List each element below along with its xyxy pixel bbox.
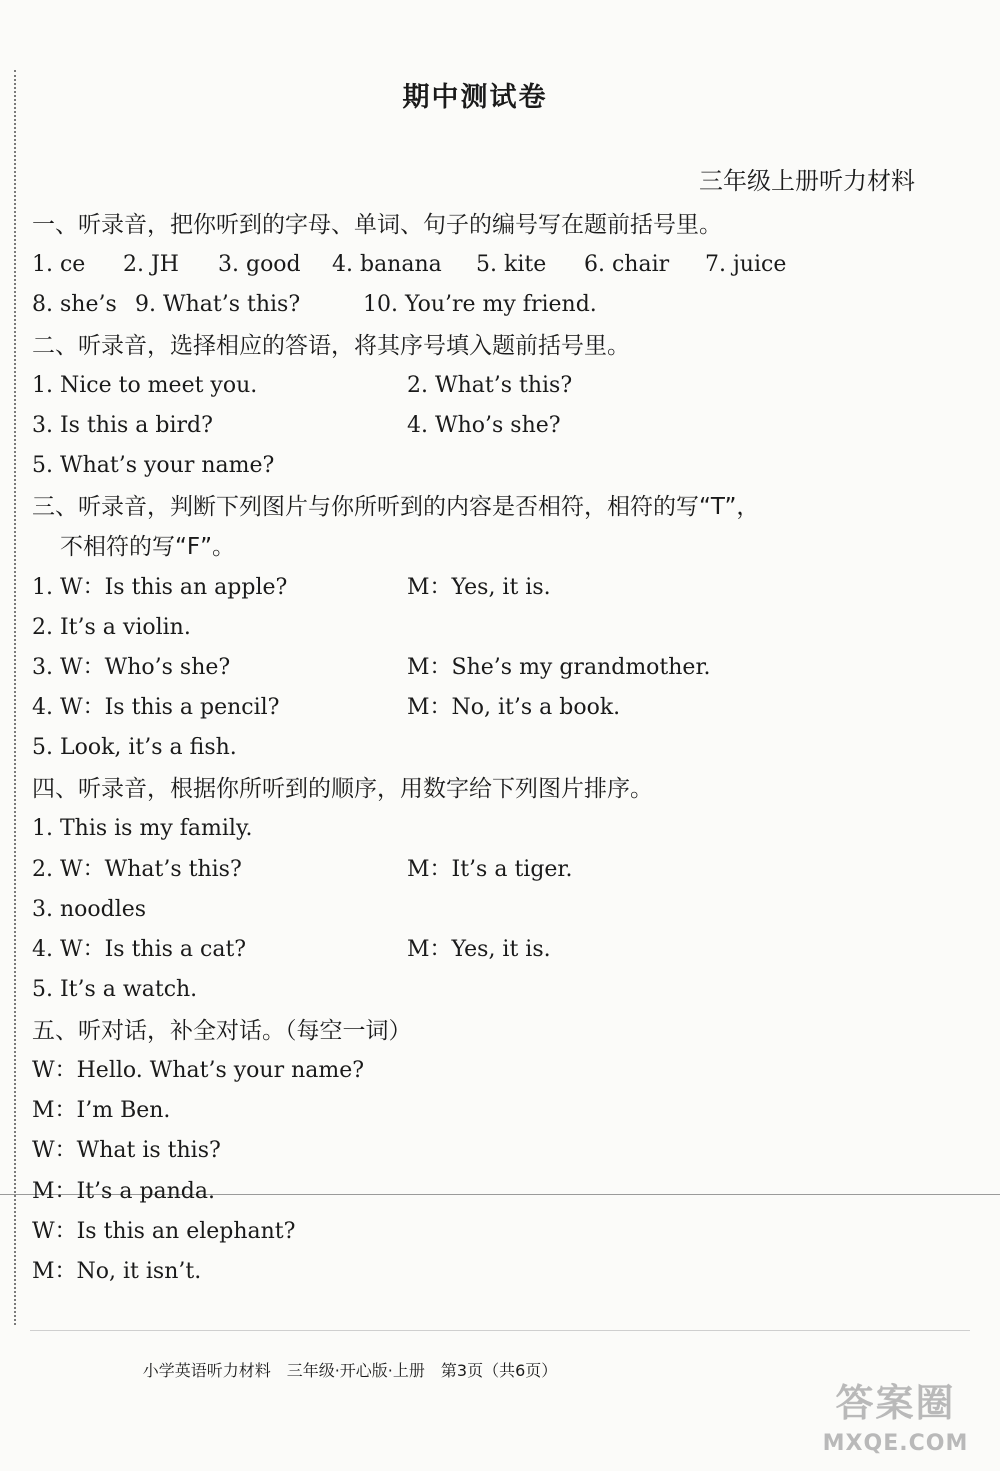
binding-dotted-line — [14, 70, 16, 1325]
list-item: 7. juice — [705, 252, 787, 277]
section-2-row-2 — [32, 411, 932, 441]
watermark-url: MXQE.COM — [822, 1431, 969, 1456]
list-item: 4. banana — [332, 252, 442, 277]
section-4-row-3 — [32, 895, 932, 925]
dialogue-line: W：Hello. What’s your name? — [32, 1058, 365, 1083]
list-item: M：Yes, it is. — [407, 937, 551, 962]
list-item: 1. Nice to meet you. — [32, 373, 258, 398]
list-item: 2. What’s this? — [407, 373, 573, 398]
list-item: 5. What’s your name? — [32, 453, 275, 478]
list-item: 6. chair — [584, 252, 670, 277]
list-item: 5. It’s a watch. — [32, 977, 198, 1002]
list-item: 5. Look, it’s a fish. — [32, 735, 237, 760]
section-2-row-1 — [32, 371, 932, 401]
list-item: M：Yes, it is. — [407, 575, 551, 600]
dialogue-line: M：I’m Ben. — [32, 1098, 171, 1123]
list-item: 4. Who’s she? — [407, 413, 561, 438]
list-item: 1. ce — [32, 252, 86, 277]
section-4-row-2 — [32, 855, 932, 885]
page-footer: 小学英语听力材料 三年级·开心版·上册 第3页（共6页） — [142, 1361, 558, 1380]
list-item: M：She’s my grandmother. — [407, 655, 711, 680]
section-4-heading: 四、听录音，根据你所听到的顺序，用数字给下列图片排序。 — [32, 776, 653, 802]
section-3-row-3 — [32, 653, 932, 683]
dialogue-line: W：What is this? — [32, 1138, 221, 1163]
dialogue-line: M：No, it isn’t. — [32, 1259, 202, 1284]
section-3-row-2 — [32, 613, 932, 643]
list-item: 3. Is this a bird? — [32, 413, 213, 438]
section-3-row-1 — [32, 573, 932, 603]
list-item: 1. This is my family. — [32, 816, 253, 841]
dialogue-line: W：Is this an elephant? — [32, 1219, 296, 1244]
list-item: M：No, it’s a book. — [407, 695, 621, 720]
watermark-logo — [808, 1376, 983, 1466]
section-3-row-5 — [32, 733, 932, 763]
list-item: 3. W：Who’s she? — [32, 655, 231, 680]
section-3-heading-cont: 不相符的写“F”。 — [60, 534, 236, 560]
section-4-row-5 — [32, 975, 932, 1005]
page-subtitle: 三年级上册听力材料 — [699, 167, 915, 195]
section-2-heading: 二、听录音，选择相应的答语，将其序号填入题前括号里。 — [32, 333, 630, 359]
section-2-row-3 — [32, 451, 932, 481]
list-item: 8. she’s — [32, 292, 117, 317]
list-item: 5. kite — [476, 252, 547, 277]
list-item: M：It’s a tiger. — [407, 857, 573, 882]
list-item: 3. good — [218, 252, 301, 277]
section-5-heading: 五、听对话，补全对话。（每空一词） — [32, 1018, 412, 1044]
list-item: 9. What’s this? — [135, 292, 301, 317]
list-item: 10. You’re my friend. — [363, 292, 597, 317]
list-item: 4. W：Is this a pencil? — [32, 695, 280, 720]
section-3-row-4 — [32, 693, 932, 723]
page-title: 期中测试卷 — [402, 82, 548, 113]
section-1-row-1 — [32, 250, 932, 280]
list-item: 2. It’s a violin. — [32, 615, 191, 640]
list-item: 3. noodles — [32, 897, 147, 922]
list-item: 2. W：What’s this? — [32, 857, 242, 882]
section-3-heading: 三、听录音，判断下列图片与你所听到的内容是否相符，相符的写“T”， — [32, 494, 760, 520]
section-1-heading: 一、听录音，把你听到的字母、单词、句子的编号写在题前括号里。 — [32, 212, 722, 238]
footer-rule — [30, 1330, 970, 1331]
section-4-row-1 — [32, 814, 932, 844]
list-item: 2. JH — [123, 252, 179, 277]
watermark-logo-text: 答案圈 — [835, 1381, 956, 1425]
section-1-row-2 — [32, 290, 932, 320]
list-item: 4. W：Is this a cat? — [32, 937, 247, 962]
section-4-row-4 — [32, 935, 932, 965]
dialogue-line: M：It’s a panda. — [32, 1179, 216, 1204]
list-item: 1. W：Is this an apple? — [32, 575, 288, 600]
